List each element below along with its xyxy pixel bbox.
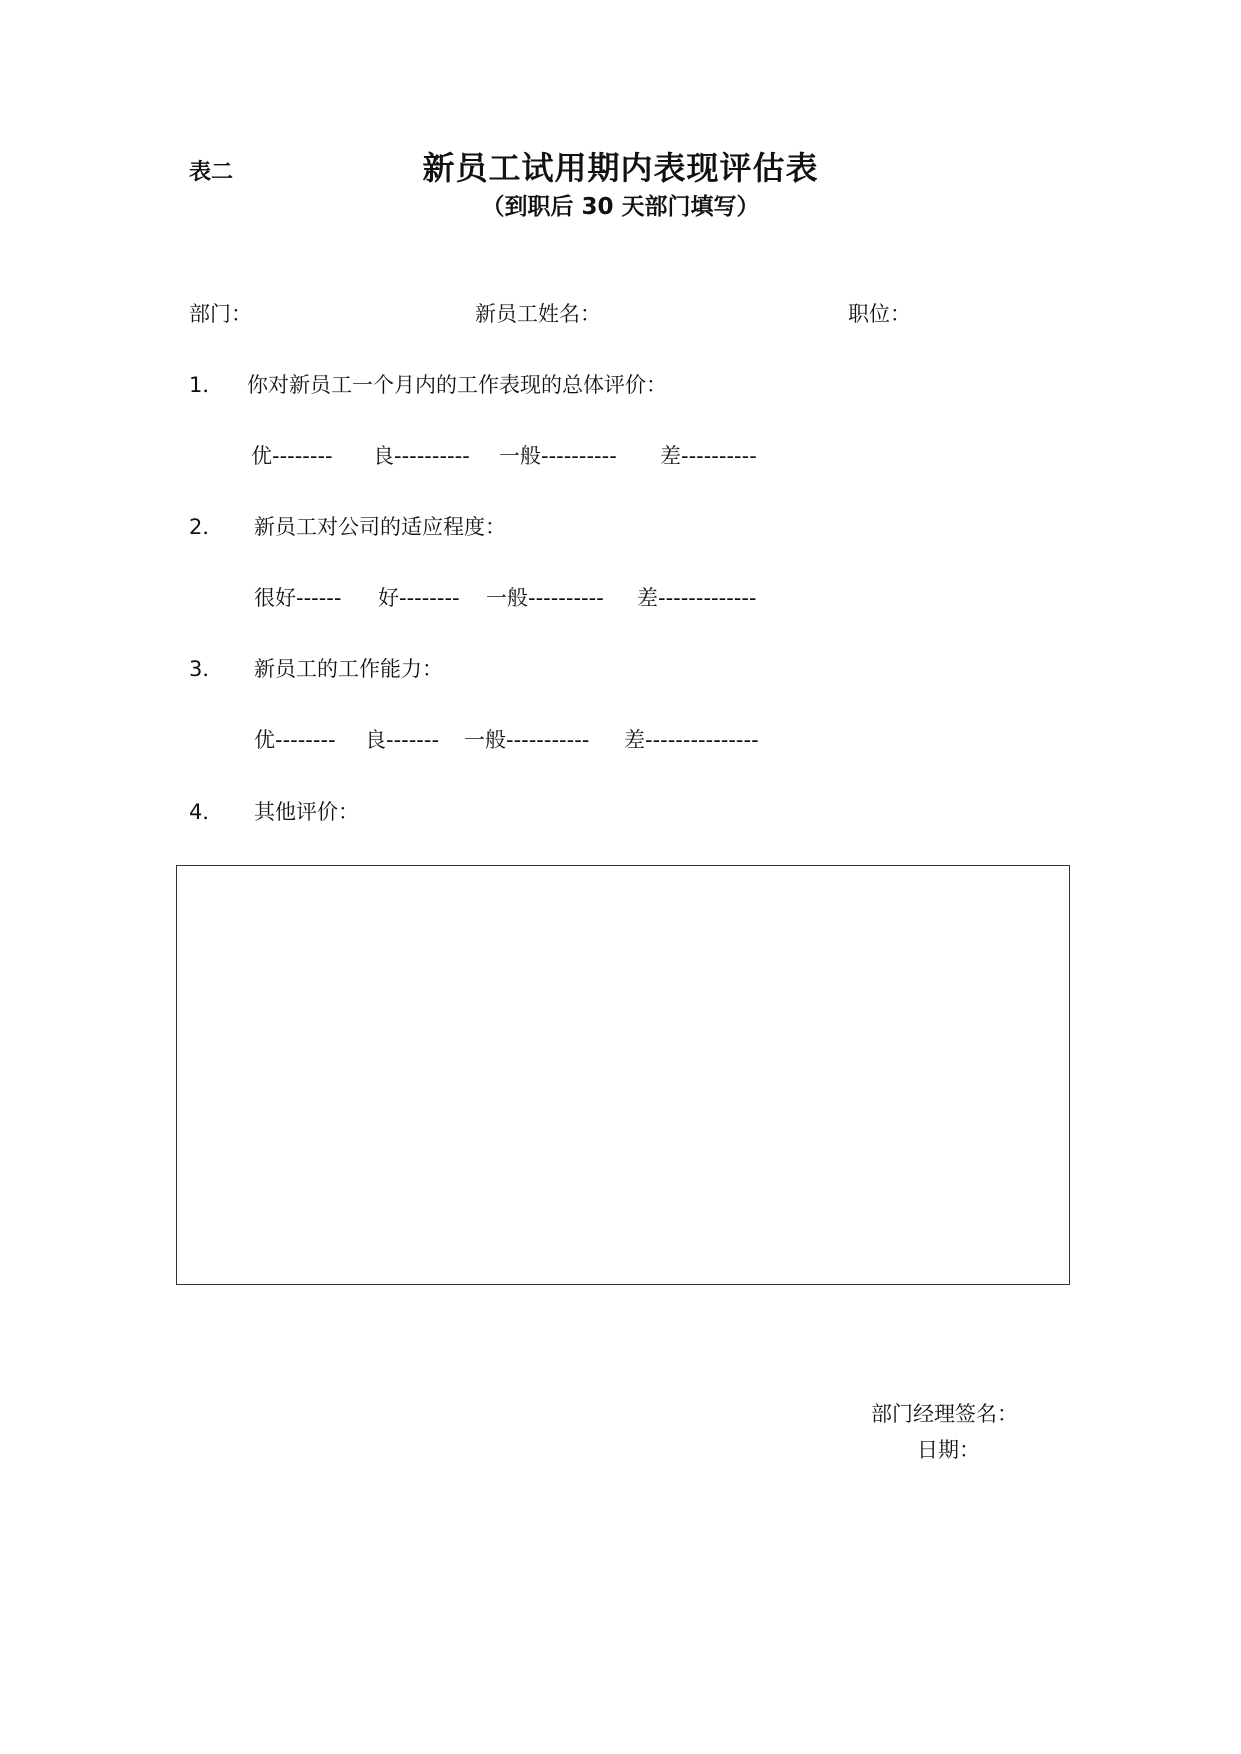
q2-option-good: 好-------- [378,586,460,610]
manager-signature-label: 部门经理签名： [871,1402,1018,1426]
question-1-number: 1． [189,373,224,397]
q2-option-very-good: 很好------ [254,586,342,610]
question-2-text: 新员工对公司的适应程度： [254,515,506,539]
question-4-text: 其他评价： [254,800,359,824]
question-3-number: 3． [189,657,224,681]
q3-option-average: 一般----------- [464,728,590,752]
q2-option-poor: 差------------- [637,586,757,610]
page-title: 新员工试用期内表现评估表 [422,149,819,187]
q3-option-excellent: 优-------- [254,728,336,752]
q3-option-good: 良------- [365,728,440,752]
other-comments-box[interactable] [176,865,1070,1285]
position-label: 职位： [848,302,911,326]
q3-option-poor: 差--------------- [624,728,759,752]
q1-option-average: 一般---------- [499,444,617,468]
q1-option-poor: 差---------- [660,444,757,468]
q2-option-average: 一般---------- [486,586,604,610]
date-label: 日期： [917,1438,980,1462]
q1-option-good: 良---------- [373,444,470,468]
table-number: 表二 [189,160,234,185]
question-4-number: 4． [189,800,224,824]
page-subtitle: （到职后 30 天部门填写） [481,194,760,220]
employee-name-label: 新员工姓名： [475,302,601,326]
question-2-number: 2． [189,515,224,539]
question-3-text: 新员工的工作能力： [254,657,443,681]
question-1-text: 你对新员工一个月内的工作表现的总体评价： [247,373,667,397]
department-label: 部门： [189,302,252,326]
q1-option-excellent: 优-------- [251,444,333,468]
